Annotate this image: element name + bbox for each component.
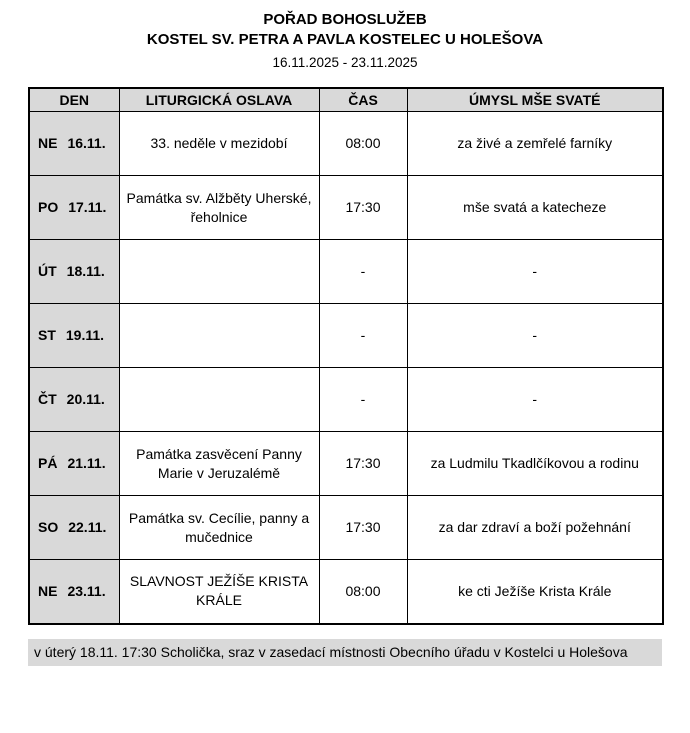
- day-date: 21.11.: [67, 455, 106, 472]
- intention-cell: mše svatá a katecheze: [407, 176, 663, 240]
- day-abbrev: ÚT: [38, 263, 57, 280]
- feast-cell: [119, 304, 319, 368]
- column-header-time: ČAS: [319, 88, 407, 112]
- feast-cell: Památka zasvěcení Panny Marie v Jeruzalémě: [119, 432, 319, 496]
- time-cell: -: [319, 240, 407, 304]
- schedule-table: [28, 87, 664, 625]
- day-date: 23.11.: [67, 582, 106, 599]
- feast-cell: SLAVNOST JEŽÍŠE KRISTA KRÁLE: [119, 560, 319, 624]
- feast-cell: [119, 240, 319, 304]
- day-abbrev: ČT: [38, 391, 57, 408]
- feast-cell: Památka sv. Cecílie, panny a mučednice: [119, 496, 319, 560]
- day-date: 18.11.: [66, 263, 105, 280]
- intention-cell: za Ludmilu Tkadlčíkovou a rodinu: [407, 432, 663, 496]
- page-subtitle: KOSTEL SV. PETRA A PAVLA KOSTELEC U HOLEŠOVA: [146, 31, 544, 49]
- day-date: 20.11.: [66, 391, 105, 408]
- time-cell: 17:30: [319, 432, 407, 496]
- day-cell: [29, 368, 119, 432]
- day-cell: [29, 112, 119, 176]
- day-date: 22.11.: [68, 519, 107, 536]
- table-row: [29, 112, 663, 176]
- intention-cell: ke cti Ježíše Krista Krále: [407, 560, 663, 624]
- day-abbrev: SO: [38, 519, 59, 536]
- table-row: [29, 368, 663, 432]
- intention-cell: -: [407, 304, 663, 368]
- page-title: POŘAD BOHOSLUŽEB: [263, 11, 427, 28]
- intention-cell: za dar zdraví a boží požehnání: [407, 496, 663, 560]
- title-block: [28, 10, 662, 71]
- day-cell: [29, 240, 119, 304]
- column-header-mass-intention: ÚMYSL MŠE SVATÉ: [407, 88, 663, 112]
- day-abbrev: NE: [38, 135, 58, 152]
- day-abbrev: ST: [38, 327, 56, 344]
- date-range: 16.11.2025 - 23.11.2025: [272, 54, 418, 70]
- time-cell: 08:00: [319, 560, 407, 624]
- time-cell: -: [319, 304, 407, 368]
- day-cell: [29, 176, 119, 240]
- intention-cell: -: [407, 368, 663, 432]
- table-row: [29, 304, 663, 368]
- intention-cell: -: [407, 240, 663, 304]
- table-row: [29, 240, 663, 304]
- column-header-den: DEN: [29, 88, 119, 112]
- day-cell: [29, 432, 119, 496]
- table-row: [29, 496, 663, 560]
- day-date: 19.11.: [65, 327, 105, 344]
- day-abbrev: PO: [38, 199, 59, 216]
- intention-cell: za živé a zemřelé farníky: [407, 112, 663, 176]
- time-cell: 17:30: [319, 496, 407, 560]
- table-row: [29, 560, 663, 624]
- day-cell: [29, 496, 119, 560]
- feast-cell: Památka sv. Alžběty Uherské, řeholnice: [119, 176, 319, 240]
- day-date: 17.11.: [68, 199, 107, 216]
- table-row: [29, 432, 663, 496]
- time-cell: 08:00: [319, 112, 407, 176]
- table-row: [29, 176, 663, 240]
- column-header-liturgical-feast: LITURGICKÁ OSLAVA: [119, 88, 319, 112]
- feast-cell: 33. neděle v mezidobí: [119, 112, 319, 176]
- feast-cell: [119, 368, 319, 432]
- day-abbrev: NE: [38, 582, 58, 599]
- table-header-row: [29, 88, 663, 112]
- time-cell: -: [319, 368, 407, 432]
- day-date: 16.11.: [67, 135, 106, 152]
- time-cell: 17:30: [319, 176, 407, 240]
- day-abbrev: PÁ: [38, 455, 58, 472]
- day-cell: [29, 304, 119, 368]
- footer-note: v úterý 18.11. 17:30 Scholička, sraz v zasedací místnosti Obecního úřadu v Kostelci u Holešova: [28, 639, 662, 667]
- day-cell: [29, 560, 119, 624]
